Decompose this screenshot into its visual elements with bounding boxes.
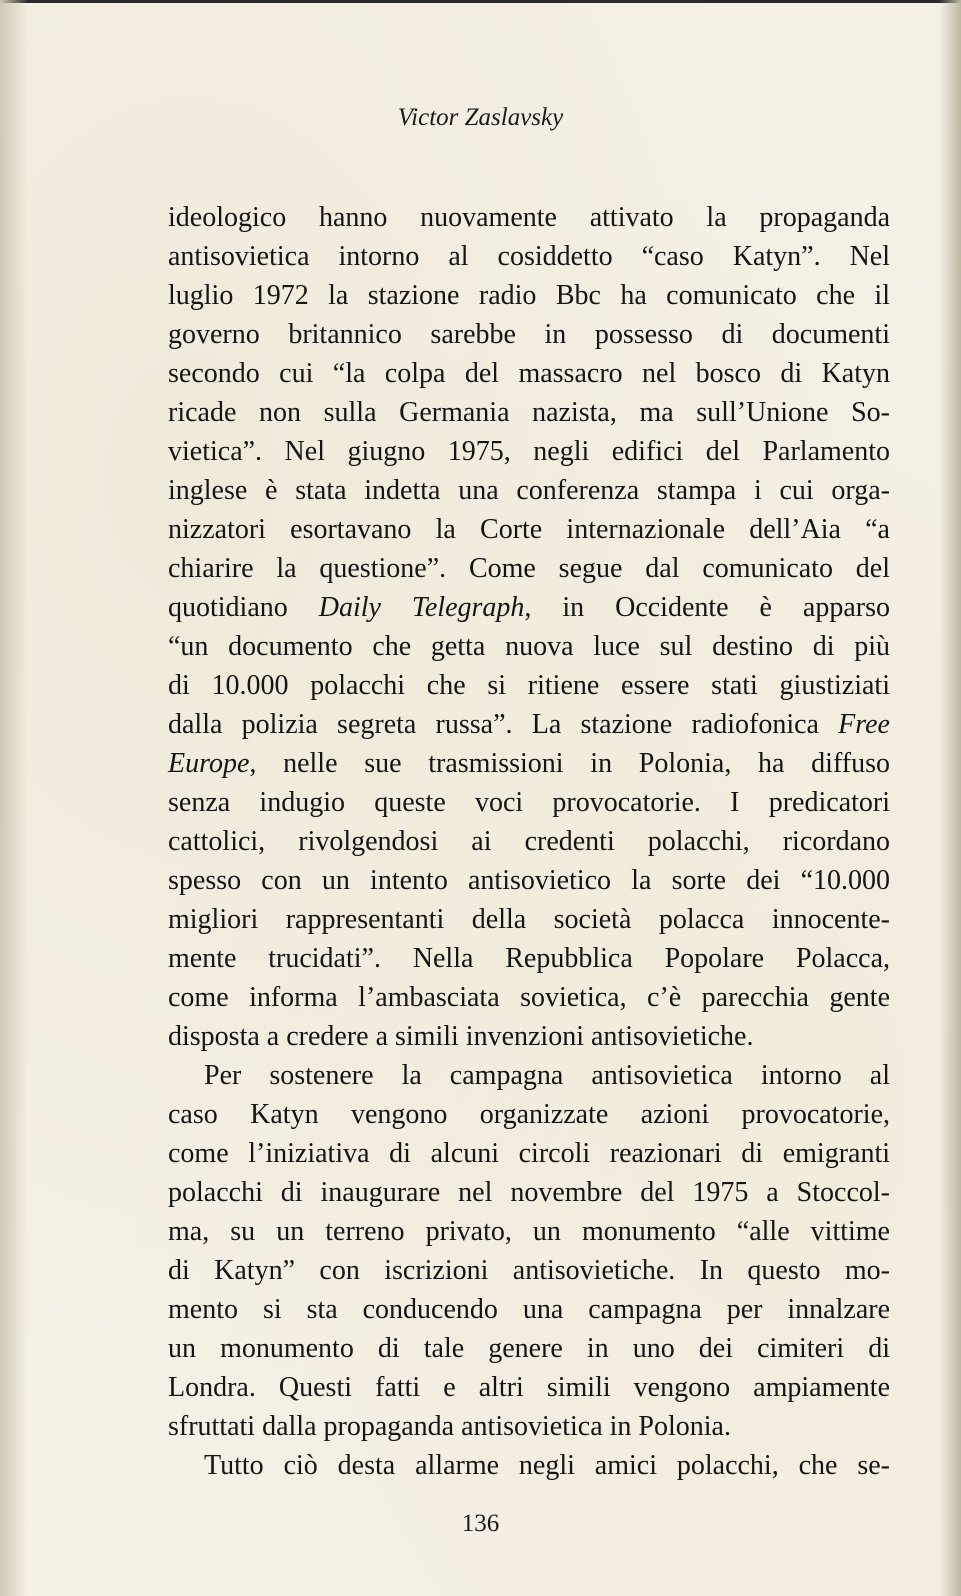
text-line: ideologico hanno nuovamente attivato la propaganda	[168, 202, 890, 233]
text-line: caso Katyn vengono organizzate azioni provocatorie,	[168, 1099, 890, 1130]
text-run: , nelle sue trasmissioni in Polonia, ha diffuso	[249, 748, 890, 779]
paragraph-start-line: Tutto ciò desta allarme negli amici polacchi, che se-	[204, 1450, 890, 1481]
page-number: 136	[461, 1510, 500, 1537]
text-run: dalla polizia segreta russa”. La stazione radiofonica	[168, 709, 839, 740]
text-run: quotidiano	[168, 592, 319, 623]
text-line: migliori rappresentanti della società polacca innocente-	[168, 904, 890, 935]
body-text	[168, 198, 890, 1485]
text-line	[168, 705, 890, 744]
text-line: di 10.000 polacchi che si ritiene essere stati giustiziati	[168, 670, 890, 701]
text-line: di Katyn” con iscrizioni antisovietiche. In questo mo-	[168, 1255, 890, 1286]
binding-shadow	[0, 0, 28, 1596]
text-line: Londra. Questi fatti e altri simili vengono ampiamente	[168, 1372, 890, 1403]
text-line: inglese è stata indetta una conferenza stampa i cui orga-	[168, 475, 890, 506]
page-edge-shadow	[939, 0, 961, 1596]
running-head: Victor Zaslavsky	[397, 104, 564, 131]
text-line: senza indugio queste voci provocatorie. I predicatori	[168, 787, 890, 818]
top-edge-rule	[0, 0, 961, 3]
text-line: nizzatori esortavano la Corte internazionale dell’Aia “a	[168, 514, 890, 545]
paragraph-start-line: Per sostenere la campagna antisovietica intorno al	[204, 1060, 890, 1091]
italic-title: Free	[838, 709, 890, 740]
text-line: come l’iniziativa di alcuni circoli reazionari di emigranti	[168, 1138, 890, 1169]
text-line: polacchi di inaugurare nel novembre del 1975 a Stoccol-	[168, 1177, 890, 1208]
text-line: cattolici, rivolgendosi ai credenti polacchi, ricordano	[168, 826, 890, 857]
text-line: come informa l’ambasciata sovietica, c’è parecchia gente	[168, 982, 890, 1013]
italic-title: Daily Telegraph	[318, 592, 525, 623]
text-line	[168, 588, 890, 627]
text-line: antisovietica intorno al cosiddetto “caso Katyn”. Nel	[168, 241, 890, 272]
text-line: chiarire la questione”. Come segue dal comunicato del	[168, 553, 890, 584]
text-line: governo britannico sarebbe in possesso di documenti	[168, 319, 890, 350]
text-line: secondo cui “la colpa del massacro nel bosco di Katyn	[168, 358, 890, 389]
text-line: sfruttati dalla propaganda antisovietica in Polonia.	[168, 1411, 731, 1442]
text-line: un monumento di tale genere in uno dei cimiteri di	[168, 1333, 890, 1364]
text-line: vietica”. Nel giugno 1975, negli edifici del Parlamento	[168, 436, 890, 467]
text-line: mente trucidati”. Nella Repubblica Popolare Polacca,	[168, 943, 890, 974]
italic-title: Europe	[168, 748, 250, 779]
text-line: “un documento che getta nuova luce sul destino di più	[168, 631, 890, 662]
text-line	[168, 744, 890, 783]
text-line: disposta a credere a simili invenzioni antisovietiche.	[168, 1021, 754, 1052]
text-line: ma, su un terreno privato, un monumento “alle vittime	[168, 1216, 890, 1247]
text-line: ricade non sulla Germania nazista, ma sull’Unione So-	[168, 397, 890, 428]
text-line: luglio 1972 la stazione radio Bbc ha comunicato che il	[168, 280, 890, 311]
text-line: mento si sta conducendo una campagna per innalzare	[168, 1294, 890, 1325]
text-line: spesso con un intento antisovietico la sorte dei “10.000	[168, 865, 890, 896]
text-run: , in Occidente è apparso	[524, 592, 890, 623]
